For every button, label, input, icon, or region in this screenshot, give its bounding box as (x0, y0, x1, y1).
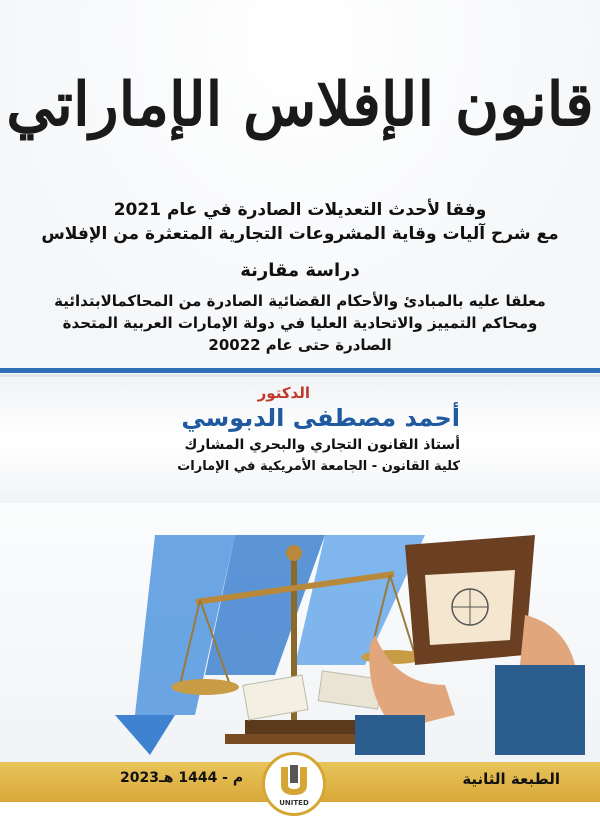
commentary-line-2: ومحاكم التمييز والاتحادية العليا في دولة الإمارات العربية المتحدة (62, 314, 538, 332)
study-type: دراسة مقارنة (240, 260, 360, 281)
commentary-line-3: الصادرة حتى عام 20022 (208, 336, 392, 354)
author-block (130, 380, 460, 478)
publisher-logo-text: UNITED (279, 799, 309, 807)
illustration (95, 515, 595, 765)
divider-line (0, 368, 600, 373)
subtitle-line-2: مع شرح آليات وقاية المشروعات التجارية المتعثرة من الإفلاس (41, 224, 559, 244)
author-name: أحمد مصطفى الدبوسي (181, 404, 460, 432)
commentary-line-1: معلقا عليه بالمبادئ والأحكام القضائية الصادرة من المحاكمالابتدائية (54, 292, 546, 310)
subtitle-line-1: وفقا لأحدث التعديلات الصادرة في عام 2021 (113, 200, 487, 220)
author-role: أستاذ القانون التجاري والبحري المشارك (184, 437, 460, 453)
documents-icon (243, 671, 382, 720)
author-title: الدكتور (257, 384, 310, 402)
publication-year: 2023م - 1444 هـ (120, 770, 244, 786)
author-affiliation: كلية القانون - الجامعة الأمريكية في الإمارات (177, 459, 460, 474)
book-title: قانون الإفلاس الإماراتي (6, 70, 594, 140)
edition-label: الطبعة الثانية (462, 770, 560, 788)
publisher-logo (262, 752, 326, 816)
